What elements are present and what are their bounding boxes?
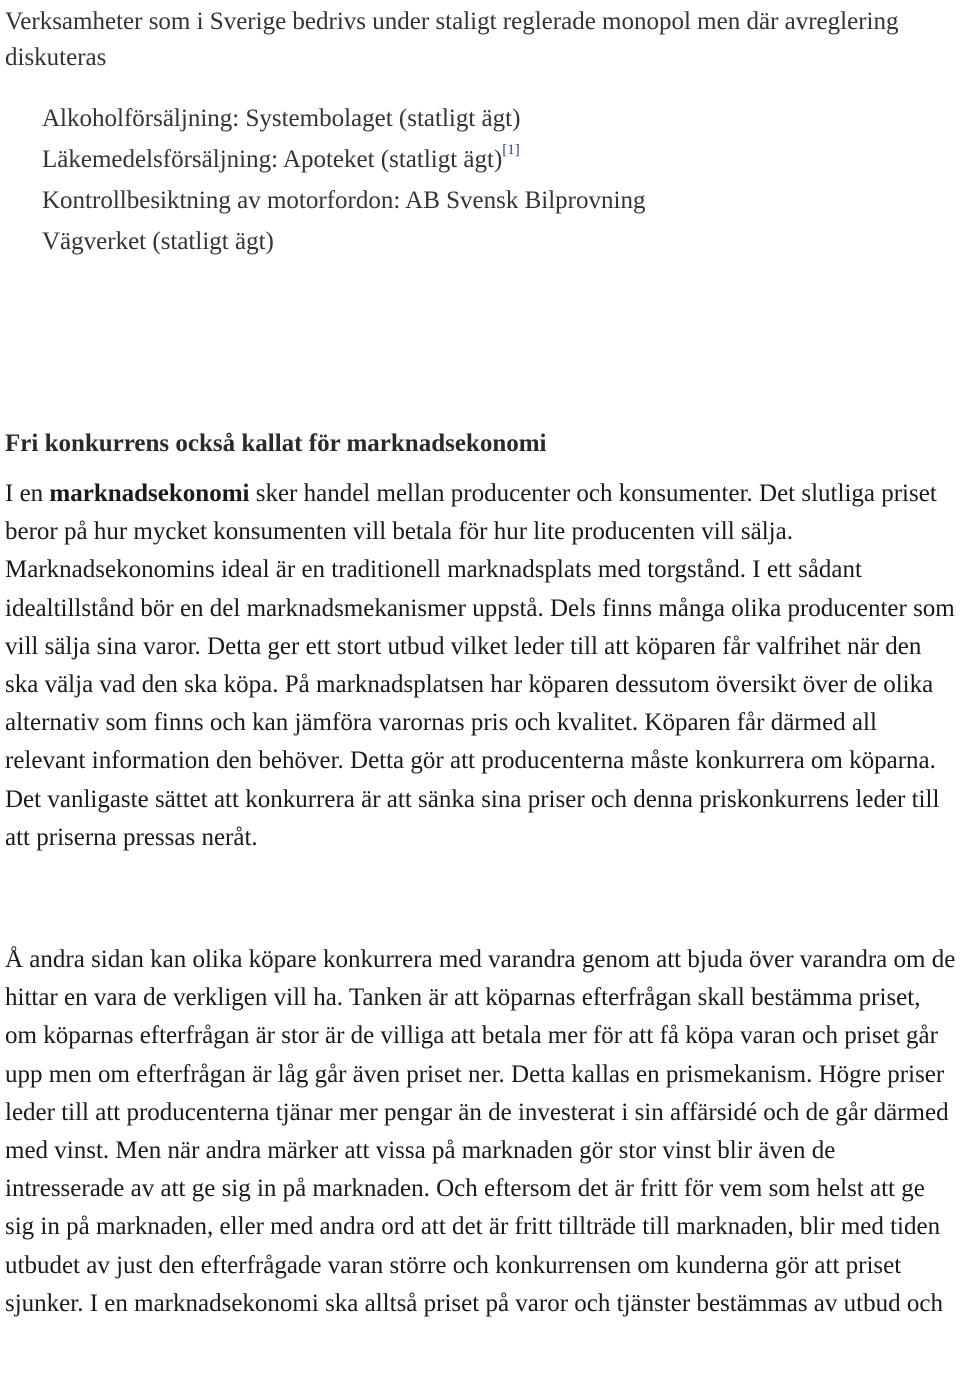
list-item	[42, 221, 952, 262]
bold-term: marknadsekonomi	[49, 480, 250, 507]
intro-text: Verksamheter som i Sverige bedrivs under staligt reglerade monopol men där avreglering diskuteras	[5, 8, 899, 71]
list-item	[42, 139, 952, 180]
list-item	[42, 180, 952, 221]
paragraph-price-mechanism: Å andra sidan kan olika köpare konkurrera med varandra genom att bjuda över varandra om de hittar en vara de verkligen vill ha. Tanken är att köparnas efterfrågan skall bestämma priset, om köparnas efterfrågan är stor är de villiga att betala mer för att få köpa varan och priset går upp men om efterfrågan är låg går även priset ner. Detta kallas en prismekanism. Högre priser leder till att producenterna tjänar mer pengar än de investerat i sin affärsidé och de går därmed med vinst. Men när andra märker att vissa på marknaden gör stor vinst blir även de intresserade av att ge sig in på marknaden. Och eftersom det är fritt för vem som helst att ge sig in på marknaden, eller med andra ord att det är fritt tillträde till marknaden, blir med tiden utbudet av just den efterfrågade varan större och konkurrensen om kunderna gör att priset sjunker. I en marknadsekonomi ska alltså priset på varor och tjänster bestämmas av utbud och	[5, 946, 956, 1317]
paragraph-market-economy	[5, 475, 957, 857]
list-item	[42, 98, 952, 139]
section-heading: Fri konkurrens också kallat för marknadsekonomi	[5, 430, 547, 457]
list-item-text: Kontrollbesiktning av motorfordon: AB Svensk Bilprovning	[42, 187, 646, 214]
reference-link[interactable]: [1]	[502, 142, 520, 158]
paragraph-body: sker handel mellan producenter och konsumenter. Det slutliga priset beror på hur mycket konsumenten vill betala för hur lite producenten vill sälja. Marknadsekonomins ideal är en traditionell marknadsplats med torgstånd. I ett sådant idealtillstånd bör en del marknadsmekanismer uppstå. Dels finns många olika producenter som vill sälja sina varor. Detta ger ett stort utbud vilket leder till att köparen får valfrihet när den ska välja vad den ska köpa. På marknadsplatsen har köparen dessutom översikt över de olika alternativ som finns och kan jämföra varornas pris och kvalitet. Köparen får därmed all relevant information den behöver. Detta gör att producenterna måste konkurrera om köparna. Det vanligaste sättet att konkurrera är att sänka sina priser och denna priskonkurrens leder till att priserna pressas neråt.	[5, 480, 955, 851]
list-item-text: Vägverket (statligt ägt)	[42, 228, 274, 255]
list-item-text: Alkoholförsäljning: Systembolaget (statligt ägt)	[42, 105, 521, 132]
list-item-text: Läkemedelsförsäljning: Apoteket (statligt ägt)	[42, 146, 503, 173]
paragraph-lead: I en	[5, 480, 50, 507]
monopoly-list	[42, 98, 952, 262]
